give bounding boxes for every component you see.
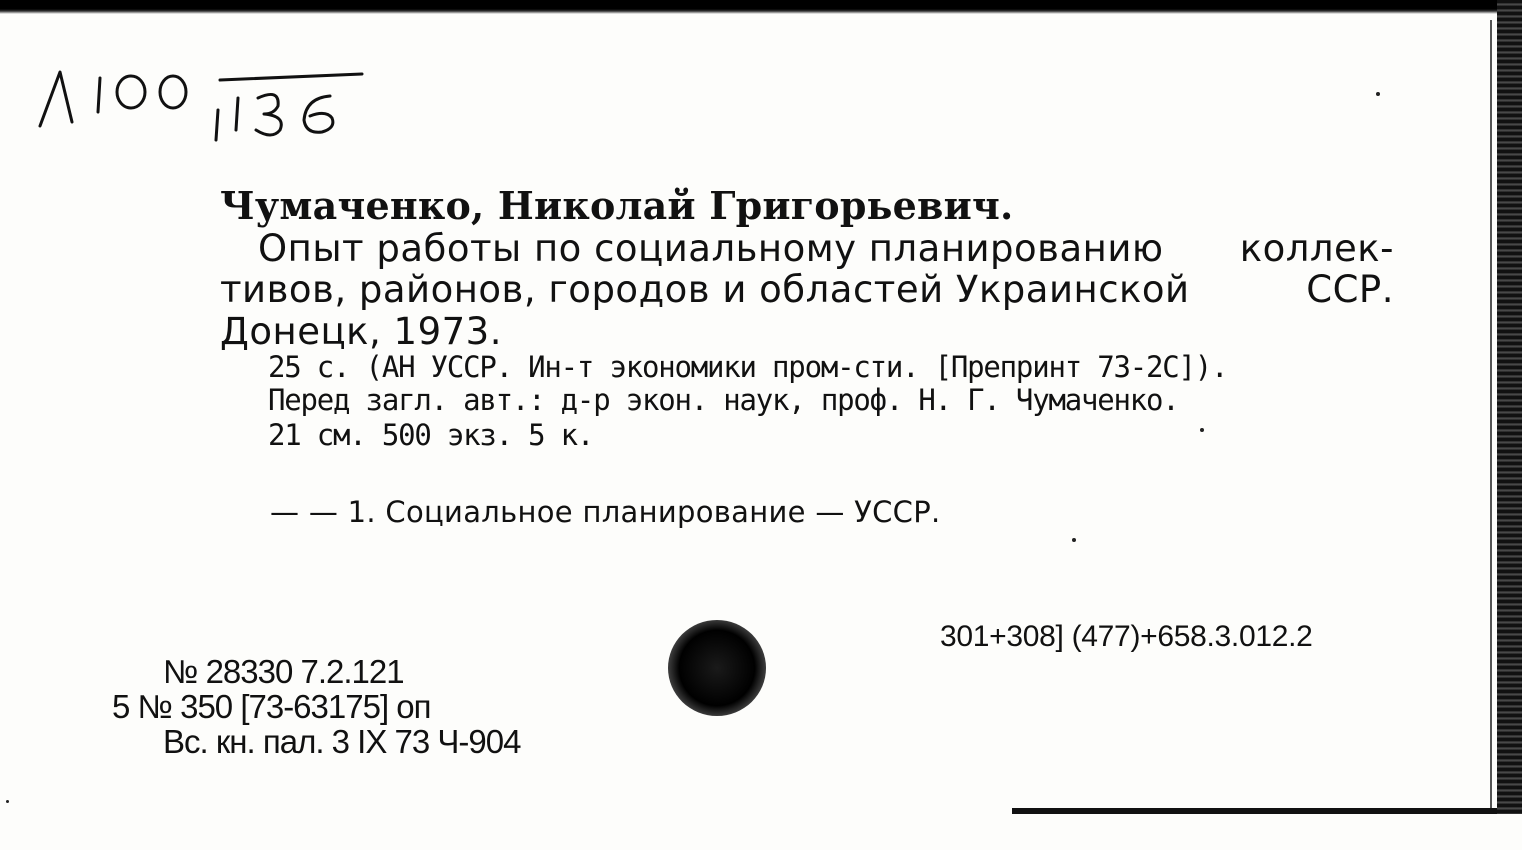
classification-index: 301+308] (477)+658.3.012.2 bbox=[940, 620, 1313, 653]
scan-speck bbox=[1072, 538, 1076, 542]
scan-right-edge bbox=[1497, 0, 1522, 850]
handwritten-call-number bbox=[28, 58, 368, 158]
title-line-2 bbox=[220, 268, 1394, 311]
subject-heading: — — 1. Социальное планирование — УССР. bbox=[270, 495, 941, 529]
scan-speck bbox=[1376, 92, 1380, 96]
registration-line-3: Вс. кн. пал. 3 IX 73 Ч-904 bbox=[163, 723, 521, 760]
scan-top-edge bbox=[0, 0, 1522, 14]
title-line-1-text: Опыт работы по социальному планированию bbox=[258, 227, 1164, 270]
description-line-1: 25 с. (АН УССР. Ин-т экономики пром-сти. [Препринт 73-2С]). bbox=[268, 350, 1228, 384]
title-line-1 bbox=[258, 227, 1394, 270]
author-name: Чумаченко, Николай Григорьевич. bbox=[220, 183, 1014, 228]
punch-hole bbox=[668, 620, 766, 716]
scan-speck bbox=[6, 800, 9, 803]
scan-right-edge-inner bbox=[1490, 20, 1498, 820]
registration-line-1: № 28330 7.2.121 bbox=[163, 653, 404, 690]
title-line-3: Донецк, 1973. bbox=[220, 310, 502, 353]
title-line-1-hyphenated: коллек- bbox=[1239, 227, 1394, 270]
title-line-2-text: тивов, районов, городов и областей Украинской bbox=[220, 268, 1190, 311]
registration-line-2: 5 № 350 [73-63175] оп bbox=[112, 688, 431, 725]
scan-speck bbox=[1200, 428, 1204, 432]
description-line-2: Перед загл. авт.: д-р экон. наук, проф. Н. Г. Чумаченко. bbox=[268, 383, 1179, 417]
title-line-2-end: ССР. bbox=[1306, 268, 1394, 311]
description-line-3: 21 см. 500 экз. 5 к. bbox=[268, 418, 594, 452]
scan-bottom-shadow bbox=[1012, 814, 1522, 850]
